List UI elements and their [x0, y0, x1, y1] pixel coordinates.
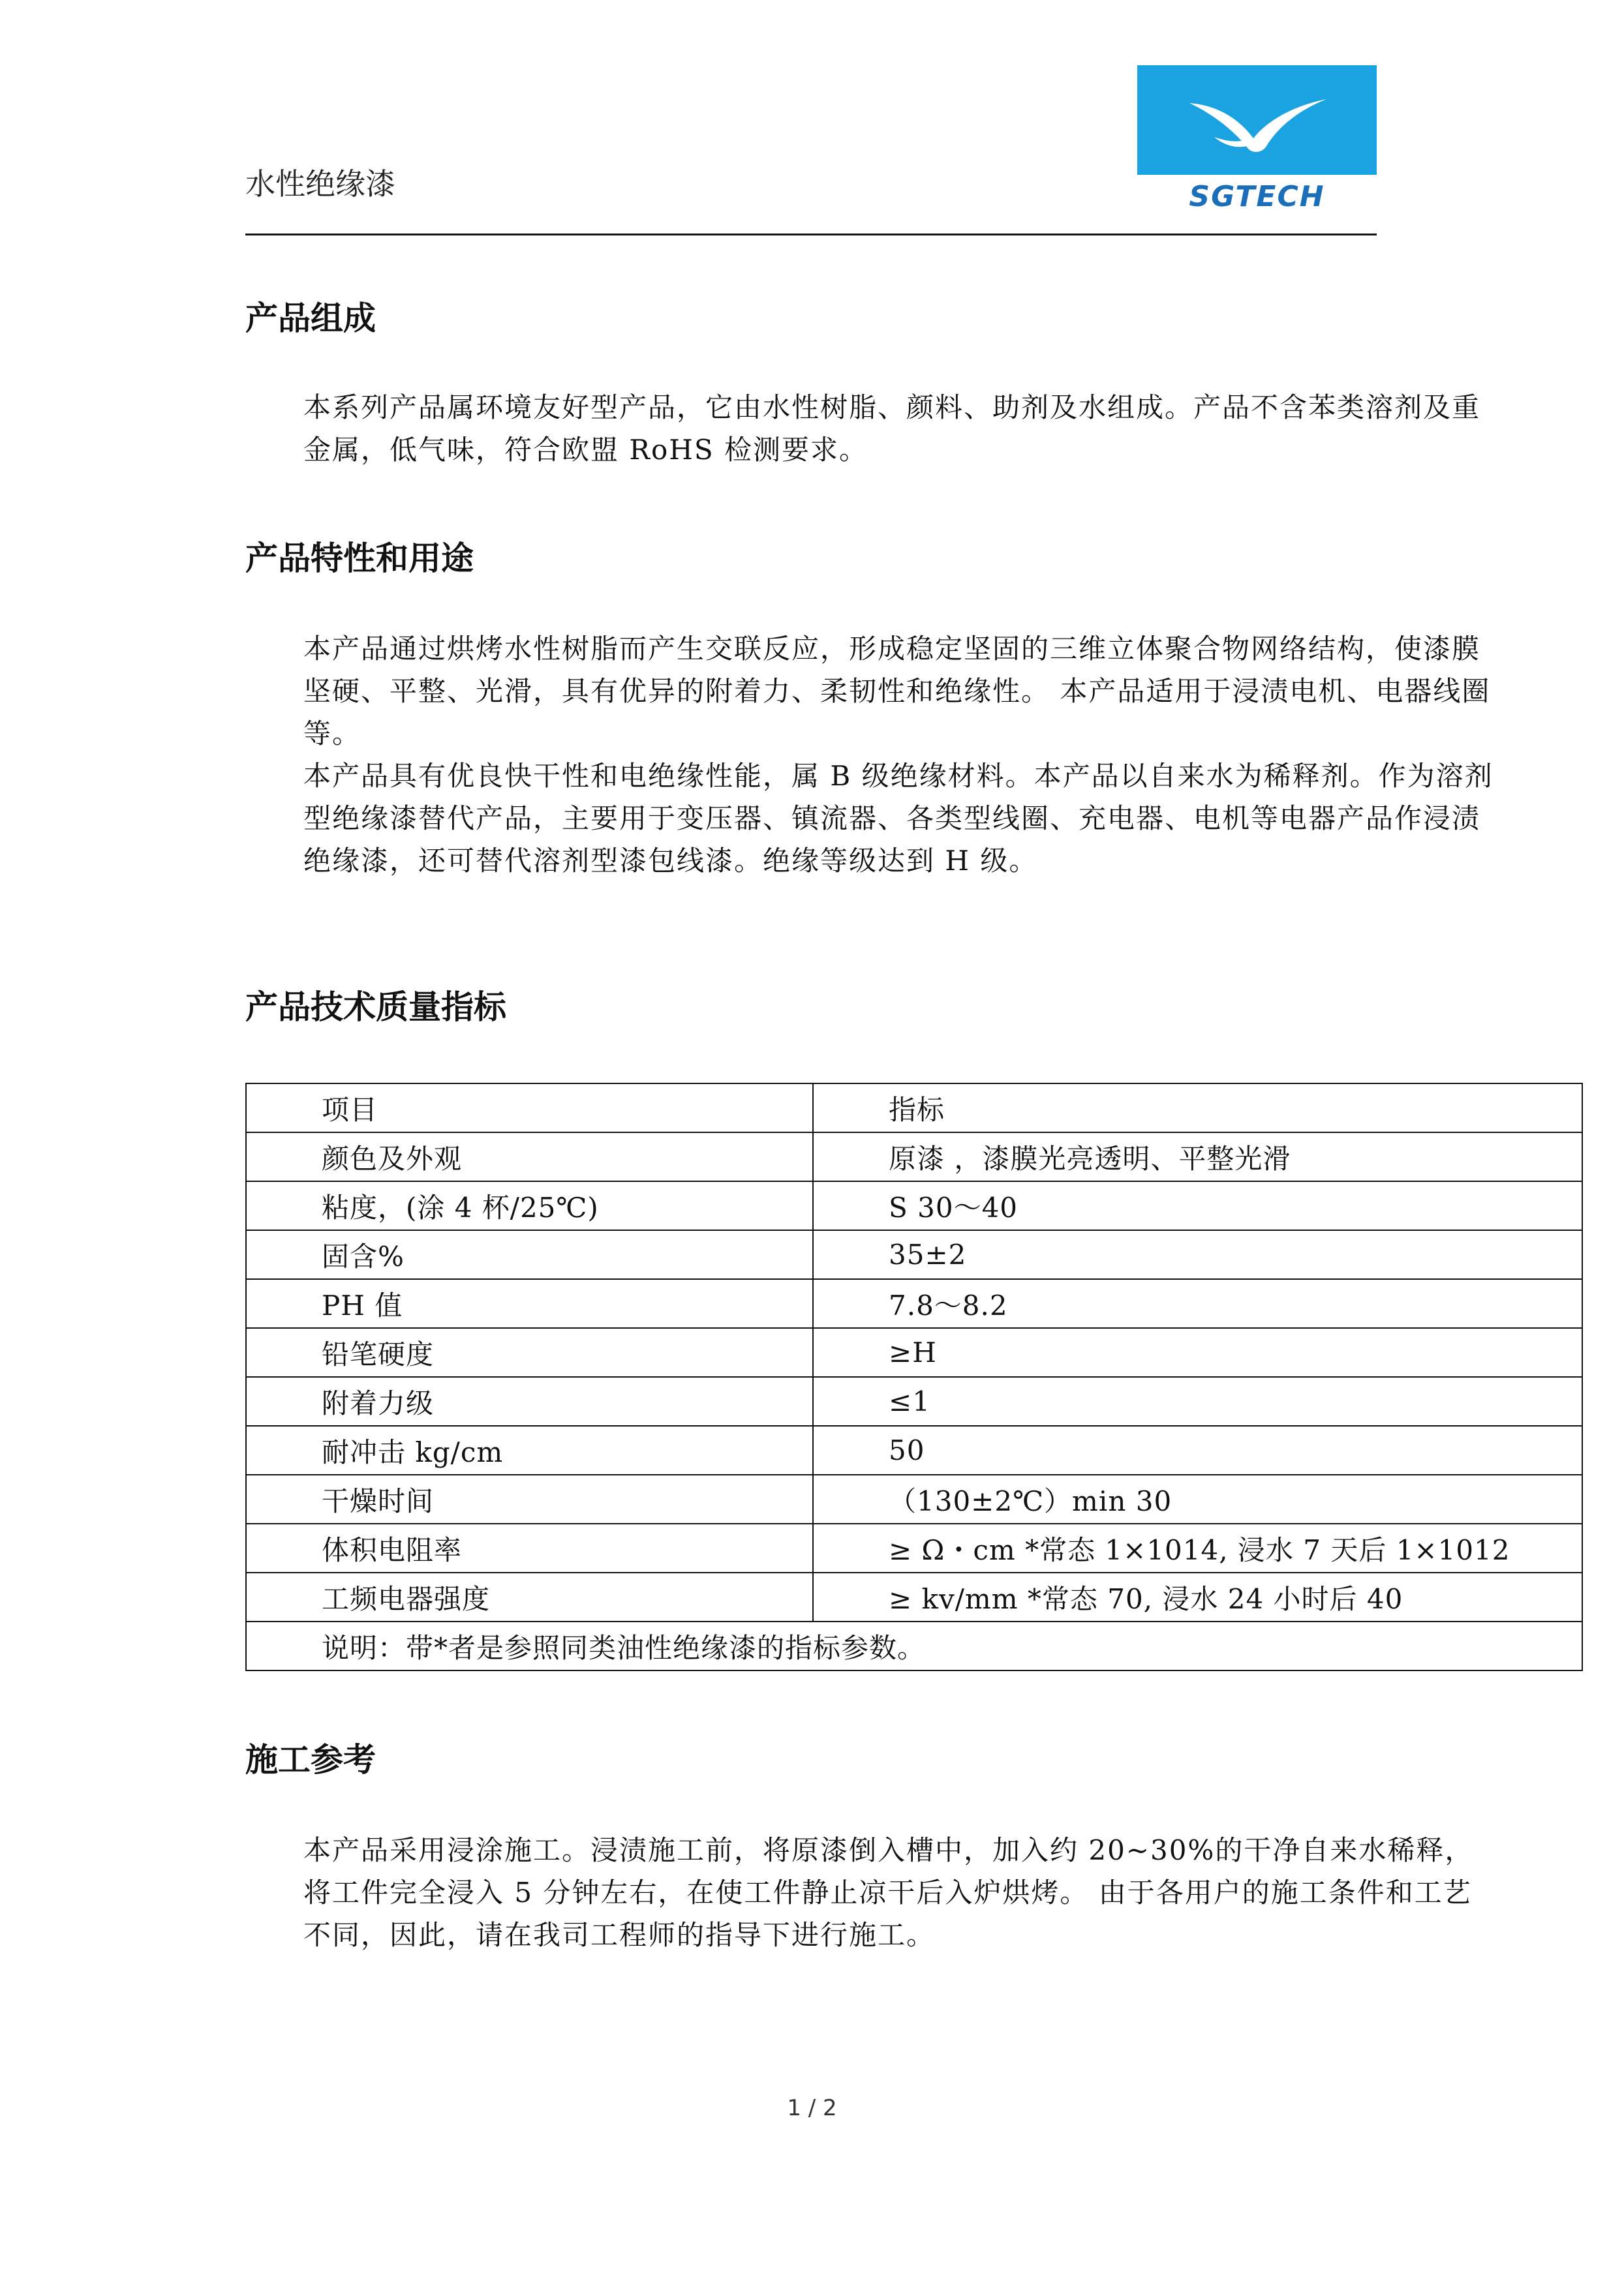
- row-value: （130±2℃）min 30: [813, 1475, 1582, 1524]
- features-body: [303, 627, 1497, 882]
- row-item: 颜色及外观: [246, 1132, 813, 1181]
- row-value: ≥H: [813, 1328, 1582, 1377]
- section-heading-features: 产品特性和用途: [245, 539, 474, 577]
- section-heading-specs: 产品技术质量指标: [245, 988, 506, 1026]
- logo-wordmark: SGTECH: [1189, 180, 1325, 213]
- document-title: 水性绝缘漆: [245, 166, 395, 202]
- row-value: ≥ Ω・cm *常态 1×1014, 浸水 7 天后 1×1012: [813, 1524, 1582, 1573]
- seagull-icon: [1137, 65, 1377, 175]
- composition-body: [303, 386, 1497, 471]
- section-heading-construction: 施工参考: [245, 1741, 376, 1779]
- construction-body: [303, 1829, 1497, 1956]
- table-row: [246, 1132, 1582, 1181]
- logo-background: [1137, 65, 1377, 175]
- table-row: [246, 1328, 1582, 1377]
- row-value: 原漆 ，漆膜光亮透明、平整光滑: [813, 1132, 1582, 1181]
- table-note-row: [246, 1622, 1582, 1670]
- row-item: PH 值: [246, 1279, 813, 1328]
- table-row: [246, 1524, 1582, 1573]
- column-header-item: 项目: [246, 1083, 813, 1132]
- row-item: 工频电器强度: [246, 1573, 813, 1622]
- spec-table: [245, 1083, 1583, 1671]
- table-row: [246, 1279, 1582, 1328]
- table-row: [246, 1475, 1582, 1524]
- row-value: S 30～40: [813, 1181, 1582, 1230]
- features-paragraph-1: 本产品通过烘烤水性树脂而产生交联反应，形成稳定坚固的三维立体聚合物网络结构，使漆膜坚硬、平整、光滑，具有优异的附着力、柔韧性和绝缘性。 本产品适用于浸渍电机、电器线圈等。: [303, 633, 1491, 749]
- page-number: 1 / 2: [787, 2095, 837, 2121]
- row-item: 固含%: [246, 1230, 813, 1279]
- row-item: 附着力级: [246, 1377, 813, 1426]
- row-value: ≥ kv/mm *常态 70, 浸水 24 小时后 40: [813, 1573, 1582, 1622]
- row-value: 50: [813, 1426, 1582, 1475]
- table-row: [246, 1230, 1582, 1279]
- row-item: 干燥时间: [246, 1475, 813, 1524]
- row-item: 耐冲击 kg/cm: [246, 1426, 813, 1475]
- table-row: [246, 1181, 1582, 1230]
- row-value: ≤1: [813, 1377, 1582, 1426]
- row-item: 体积电阻率: [246, 1524, 813, 1573]
- table-header-row: [246, 1083, 1582, 1132]
- company-logo: [1137, 65, 1377, 219]
- construction-paragraph: 本产品采用浸涂施工。浸渍施工前，将原漆倒入槽中，加入约 20~30%的干净自来水稀释，将工件完全浸入 5 分钟左右，在使工件静止凉干后入炉烘烤。 由于各用户的施工条件和工艺不同，因此，请在我司工程师的指导下进行施工。: [303, 1834, 1474, 1951]
- table-row: [246, 1426, 1582, 1475]
- row-value: 7.8～8.2: [813, 1279, 1582, 1328]
- table-row: [246, 1377, 1582, 1426]
- table-note: 说明：带*者是参照同类油性绝缘漆的指标参数。: [246, 1622, 1582, 1670]
- column-header-value: 指标: [813, 1083, 1582, 1132]
- header-divider: [245, 234, 1377, 235]
- table-row: [246, 1573, 1582, 1622]
- composition-paragraph: 本系列产品属环境友好型产品，它由水性树脂、颜料、助剂及水组成。产品不含苯类溶剂及重金属，低气味，符合欧盟 RoHS 检测要求。: [303, 391, 1481, 466]
- section-heading-composition: 产品组成: [245, 299, 376, 337]
- row-item: 粘度，(涂 4 杯/25℃): [246, 1181, 813, 1230]
- row-item: 铅笔硬度: [246, 1328, 813, 1377]
- row-value: 35±2: [813, 1230, 1582, 1279]
- features-paragraph-2: 本产品具有优良快干性和电绝缘性能，属 B 级绝缘材料。本产品以自来水为稀释剂。作为溶剂型绝缘漆替代产品，主要用于变压器、镇流器、各类型线圈、充电器、电机等电器产品作浸渍绝缘漆，还可替代溶剂型漆包线漆。绝缘等级达到 H 级。: [303, 760, 1494, 877]
